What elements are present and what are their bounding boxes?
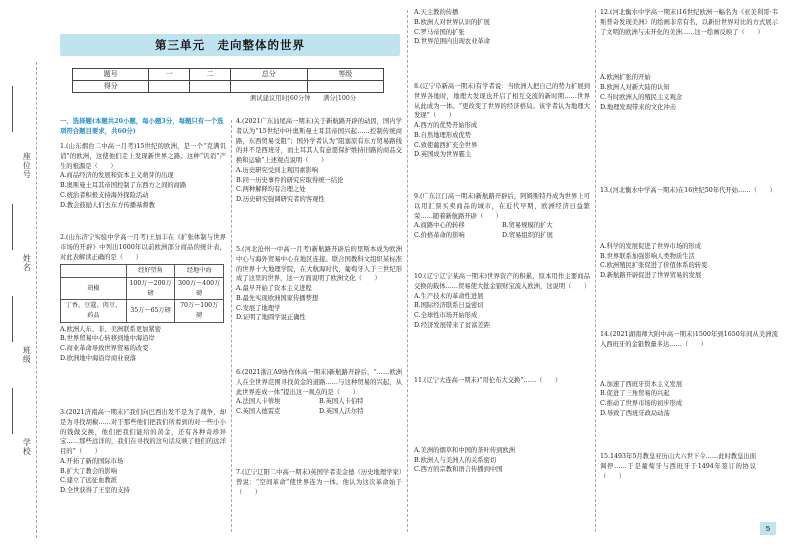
option[interactable]: A.最早开始了资本主义进程: [236, 285, 312, 292]
question-stem: 10.(辽宁辽宁某高一期末)世界资产的积累，原本用作主要商品交换的载体……贸易使大批金银财宝流入欧洲，这说明（ ）: [414, 273, 591, 290]
binding-label-seat: 座位号: [20, 150, 32, 181]
score-cell: 得分: [73, 81, 149, 93]
table-cell: 胡椒: [61, 278, 127, 300]
score-cell[interactable]: [231, 81, 307, 93]
question-11: [414, 376, 590, 475]
question-1: [60, 142, 226, 210]
option[interactable]: B.欧洲人对新大陆的认知: [600, 84, 670, 91]
option[interactable]: C.建立了远征血教派: [60, 477, 117, 485]
unit-title-banner: [60, 34, 400, 56]
option[interactable]: C.西方的宗教和语言传播到中国: [414, 466, 503, 474]
option[interactable]: C.欧洲殖民扩张促进了价值体系的转变: [600, 262, 708, 270]
option[interactable]: C.发展了地理学: [236, 304, 281, 312]
question-10: [414, 272, 590, 331]
option[interactable]: B.欧洲人对世界认识的扩展: [414, 18, 490, 26]
question-6: [236, 368, 402, 417]
question-12: [600, 8, 778, 112]
option[interactable]: B.世界联系加强影响人类物质生活: [600, 252, 695, 260]
question-stem: 12.(河北衡水中学高一期末)16世纪欧洲一幅名为《亚美利哥·韦斯普奇发现美洲》的绘画非常有名，以新旧世界对比的方式展示了文明的欧洲与未开化的美洲……这一绘画反映了（ ）: [600, 9, 778, 36]
option[interactable]: B.世界贸易中心转移到地中海沿岸: [60, 335, 155, 343]
option[interactable]: C.商业革命导致世界贸易的改变: [60, 345, 149, 353]
question-13: [600, 186, 778, 281]
option[interactable]: A.欧洲人东、非、美洲联系更加紧密: [60, 325, 162, 333]
question-stem: 6.(2021浙江A9协作体高一期末)新航路开辟后，“……欧洲人在全世界范围寻找黄金的道路……与这种贸易的兴起，从此世界连成一体”提出这一观点的是（ ）: [236, 369, 402, 396]
binding-label-name: 姓名: [20, 252, 32, 274]
question-stem: 11.(辽宁大连高一期末)“哥伦布大交换”……（ ）: [414, 377, 562, 384]
test-meta: 测试建议用时|60分钟 满分|100分: [250, 95, 357, 102]
option[interactable]: C.英国人德雷克: [236, 408, 281, 415]
score-header: 总分: [231, 69, 307, 81]
option[interactable]: D.世界范围内出现农业革命: [414, 38, 491, 46]
question-stem: 13.(河北衡水中学高一期末)在16世纪50年代开始……（ ）: [600, 187, 776, 194]
section-heading: 一、选择题(本题共20小题，每小题3分，每题只有一个选项符合题目要求，共60分): [60, 117, 224, 135]
question-stem: 3.(2021济南高一期末)“我们向巴西出发不是为了战争，却是为寻找胡椒……对于那些他们把我们所看到的对一些小小的钱做交换，他们把我们能给的黄金，还有各种奇珍异宝……那些远洋的，我们在寻找的这句话反映了他们的远洋目的”（ ）: [60, 409, 226, 455]
column-divider: [231, 120, 232, 532]
unit-title: 第三单元 走向整体的世界: [155, 38, 305, 52]
score-header: 题号: [73, 69, 149, 81]
question-stem: 5.(河北沧州一中高一月考)新航路开辟后的里斯本成为欧洲中心与海外贸易中心在地区连接。联合国教科文组织某标准的世界十大地理学院，在大航海时代，葡萄牙人于三世纪形成了这里的世界，这一方面说明了欧洲文化（ ）: [236, 246, 402, 283]
binding-strip: [0, 0, 52, 552]
page-divider: [407, 10, 408, 532]
table-header: [61, 265, 127, 278]
option[interactable]: C.全球性市场开始形成: [414, 312, 478, 319]
option[interactable]: A.开拓了新的国际市场: [60, 457, 124, 465]
option[interactable]: A.法国人卡蒂埃: [236, 398, 281, 406]
option[interactable]: A.欧洲扩张的开始: [600, 74, 651, 82]
option[interactable]: C.罗马帝国的扩张: [414, 28, 465, 36]
option[interactable]: A.商路中心的转移: [414, 222, 465, 230]
option[interactable]: B.扩大了教会的影响: [60, 467, 118, 475]
option[interactable]: C.两种解释均有合理之处: [236, 186, 306, 194]
option[interactable]: A.商品经济的发展和资本主义萌芽的出现: [60, 172, 174, 180]
column-divider: [595, 10, 596, 532]
score-header: 一: [149, 69, 190, 81]
question-9: [414, 192, 590, 241]
binding-rule: [12, 388, 13, 434]
option[interactable]: A.历史研究受到主观因素影响: [236, 166, 319, 174]
table-cell: 300万～400万磅: [175, 278, 224, 300]
question-stem: 4.(2021广东汕尾高一期末)关于新航路开辟的动因，国内学者认为“15世纪中叶奥斯曼土耳其帝国兴起……控制传统商路，东西贸易受阻”；国外学者认为“阻塞原有东方贸易路线的并不是西班牙，而土耳其人有意愿保护维持旧路的商品交换和运输”上述观点说明（ ）: [236, 118, 402, 164]
score-cell[interactable]: [190, 81, 231, 93]
option[interactable]: A.天主教的传播: [414, 9, 459, 16]
question-7: [236, 468, 402, 497]
option[interactable]: C.推动了世界市场的初步形成: [600, 400, 683, 407]
option[interactable]: D.证明了地圆学说正确性: [236, 314, 306, 322]
score-cell[interactable]: [307, 81, 384, 93]
option[interactable]: A.西方的优势开始形成: [414, 122, 478, 129]
question-stem: 15.1493年5月教皇亚历山大六世下令……此时教皇出面调停……于是葡萄牙与西班牙于1494年签订的协议（ ）: [600, 453, 756, 480]
question-14: [600, 330, 778, 419]
option[interactable]: B.奥斯曼土耳其帝国控制了东西方之间的商路: [60, 182, 187, 189]
option[interactable]: D.全世获得了王室的支持: [60, 487, 130, 494]
option[interactable]: B.自然地理形成优势: [414, 131, 472, 139]
table-cell: 100万～200万磅: [126, 278, 175, 300]
option[interactable]: B.同一历史事件的研究应取得统一结论: [236, 176, 344, 184]
table-header: 经地中海: [175, 265, 224, 278]
question-15: [600, 452, 756, 481]
binding-label-school: 学校: [20, 436, 32, 458]
question-4: [236, 117, 402, 205]
table-cell: 丁香、豆蔻、肉豆、药品: [61, 300, 127, 322]
score-header: 二: [190, 69, 231, 81]
score-header: 等级: [307, 69, 384, 81]
option[interactable]: B.促进了三角贸易的兴起: [600, 390, 670, 398]
option[interactable]: C.致使葡西扩充全世界: [414, 141, 478, 149]
table-cell: 35万～65万磅: [126, 300, 175, 322]
option[interactable]: D.经济发展带来了贫富差距: [414, 321, 491, 329]
commodity-table: [60, 264, 224, 322]
option[interactable]: D.英国人沃尔特: [319, 408, 364, 415]
option[interactable]: A.科学的发展促进了世界市场的形成: [600, 242, 702, 250]
option[interactable]: D.地理发现带来的文化冲击: [600, 103, 677, 111]
question-stem: 9.(广东江门高一期末)新航路开辟后，阿姆斯特丹成为世界上可以用汇票买卖商品的城市，在近代早期，欧洲经济日益繁荣……随着新航路开辟（ ）: [414, 193, 590, 220]
option[interactable]: D.英国成为世界霸主: [414, 151, 472, 159]
question-3: [60, 408, 226, 496]
binding-rule: [12, 296, 13, 342]
question-stem: 7.(辽宁辽阳二中高一期末)英国学者麦金德（历史地理学家）曾说：“空间革命”使世界连为一体。他认为这次革命始于（ ）: [236, 469, 402, 496]
binding-rule: [12, 204, 13, 250]
question-stem: 1.(山东烟台二中高一月考)15世纪的欧洲，是一个“克满讥诮”的欧洲，这使他们走上发现新世界之路。这种“讥诮”产生的根源是（ ）: [60, 143, 226, 170]
question-5: [236, 245, 402, 323]
option[interactable]: A.加速了西班牙资本主义发展: [600, 380, 683, 388]
binding-line: [36, 62, 37, 538]
option[interactable]: D.贸易组织的扩展: [502, 232, 553, 239]
option[interactable]: C.统治者积极支持海外探险活动: [60, 191, 149, 199]
option[interactable]: D.欧洲地中海沿岸商业衰落: [60, 354, 137, 362]
option[interactable]: D.教会鼓励人们去东方传播基督教: [60, 201, 155, 209]
option[interactable]: D.导致了西班牙政局动荡: [600, 409, 670, 417]
option[interactable]: B.欧洲人与美洲人的关系密切: [414, 456, 497, 464]
option[interactable]: B.最先实现欧洲国家传播梦想: [236, 294, 319, 302]
question-7-options: [414, 8, 590, 47]
option[interactable]: C.当时欧洲人的殖民主义观念: [600, 93, 683, 101]
option[interactable]: C.价格革命的影响: [414, 232, 465, 239]
question-stem: 14.(2021湖南师大附中高一期末)1500年到1650年间从美洲流入西班牙的金银数量多达……（ ）: [600, 331, 778, 348]
page-number: 5: [760, 522, 776, 535]
binding-rule: [12, 86, 13, 132]
question-stem: 2.(山东济宁实验中学高一月考)王加丰在《扩张体制与世界市场的开辟》中列出1600年以前欧洲部分商品的统计表，对此表解读正确的是（ ）: [60, 234, 226, 261]
option[interactable]: D.历史研究强调研究者的客观性: [236, 196, 325, 203]
question-8: [414, 82, 590, 160]
option[interactable]: A.美洲的烟草和中国的茶叶传到欧洲: [414, 446, 516, 454]
option[interactable]: B.贸易规模的扩大: [502, 222, 553, 230]
option[interactable]: B.国际经济联系日益密切: [414, 302, 484, 310]
binding-label-class: 班级: [20, 344, 32, 366]
option[interactable]: D.新航路开辟促进了世界贸易的发展: [600, 272, 702, 279]
question-2: [60, 233, 226, 364]
table-header: 经好望角: [126, 265, 175, 278]
option[interactable]: B.英国人卡伯特: [319, 398, 364, 406]
question-stem: 8.(辽宁阜新高一期末)有学者说：当欧洲人把自己的势力扩展到世界各地时，地理大发现也开启了相互交流的新时期……世界从此成为一体。“更改变了世界的经济格局。该学者认为地理大发现”（ ）: [414, 83, 590, 120]
option[interactable]: A.生产技术的革命性进展: [414, 292, 484, 300]
table-cell: 70万～100万磅: [175, 300, 224, 322]
score-table: [72, 68, 384, 93]
score-cell[interactable]: [149, 81, 190, 93]
